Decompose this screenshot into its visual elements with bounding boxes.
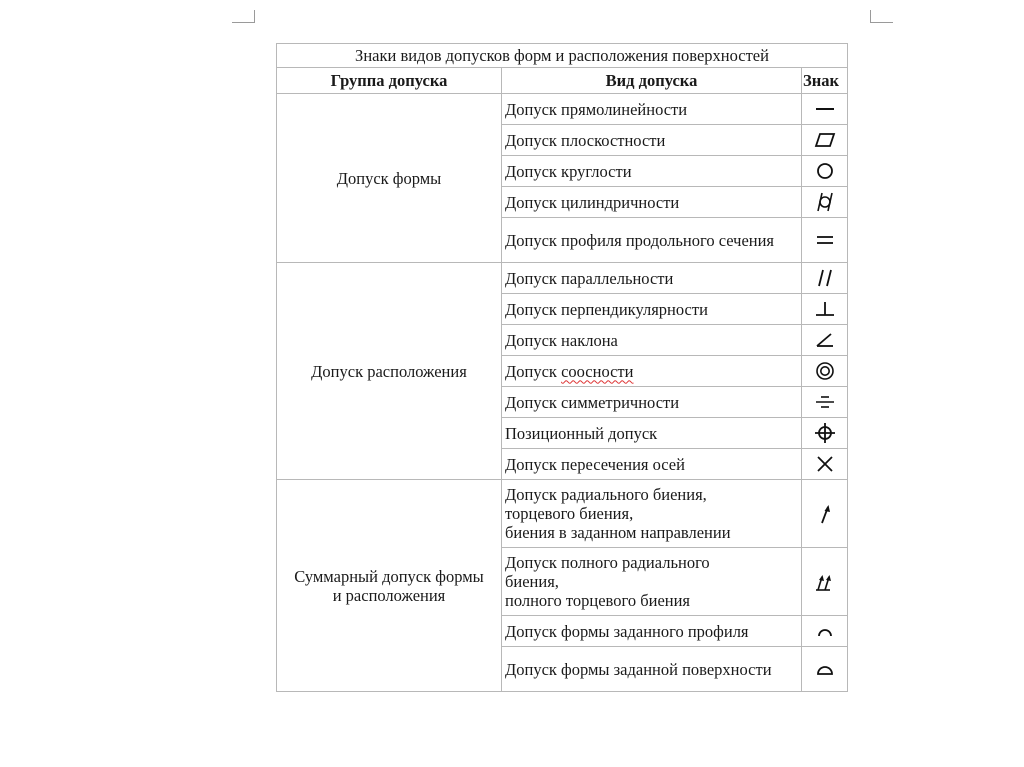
- table-row: [277, 263, 848, 294]
- kind-line: Допуск радиального биения,: [505, 485, 707, 504]
- group-combined: [277, 480, 502, 692]
- axis-intersection-icon: [802, 449, 848, 480]
- spellcheck-marked-word: соосности: [561, 361, 634, 381]
- header-group: Группа допуска: [277, 68, 502, 94]
- cylindricity-icon: [802, 187, 848, 218]
- kind-cell: Допуск профиля продольного сечения: [502, 218, 802, 263]
- kind-cell: Допуск круглости: [502, 156, 802, 187]
- kind-cell: Допуск прямолинейности: [502, 94, 802, 125]
- kind-cell: Допуск формы заданной поверхности: [502, 647, 802, 692]
- kind-line: биения,: [505, 572, 559, 591]
- flatness-icon: [802, 125, 848, 156]
- kind-cell: [502, 356, 802, 387]
- runout-icon: [802, 480, 848, 548]
- kind-cell: Позиционный допуск: [502, 418, 802, 449]
- kind-line: торцевого биения,: [505, 504, 634, 523]
- symmetry-icon: [802, 387, 848, 418]
- kind-cell: Допуск наклона: [502, 325, 802, 356]
- position-icon: [802, 418, 848, 449]
- circularity-icon: [802, 156, 848, 187]
- table-row: [277, 94, 848, 125]
- page-corner-mark-left: [232, 10, 255, 23]
- kind-line: полного торцевого биения: [505, 591, 691, 610]
- kind-cell: Допуск параллельности: [502, 263, 802, 294]
- kind-line: Допуск полного радиального: [505, 553, 710, 572]
- tolerance-signs-table: [276, 43, 848, 692]
- parallelism-icon: [802, 263, 848, 294]
- angularity-icon: [802, 325, 848, 356]
- kind-cell: Допуск плоскостности: [502, 125, 802, 156]
- perpendicularity-icon: [802, 294, 848, 325]
- kind-line: биения в заданном направлении: [505, 523, 731, 542]
- table-row: [277, 480, 848, 548]
- kind-cell: Допуск перпендикулярности: [502, 294, 802, 325]
- header-kind: Вид допуска: [502, 68, 802, 94]
- kind-cell: Допуск пересечения осей: [502, 449, 802, 480]
- longitudinal-profile-icon: [802, 218, 848, 263]
- table-title: Знаки видов допусков форм и расположения поверхностей: [277, 44, 848, 68]
- profile-line-icon: [802, 616, 848, 647]
- profile-surface-icon: [802, 647, 848, 692]
- total-runout-icon: [802, 548, 848, 616]
- group-combined-name: Суммарный допуск формы и расположения: [294, 566, 484, 605]
- group-location: Допуск расположения: [277, 263, 502, 480]
- kind-cell: Допуск формы заданного профиля: [502, 616, 802, 647]
- coaxiality-icon: [802, 356, 848, 387]
- straightness-icon: [802, 94, 848, 125]
- kind-cell: Допуск цилиндричности: [502, 187, 802, 218]
- kind-prefix: Допуск: [505, 361, 562, 381]
- page-corner-mark-right: [870, 10, 893, 23]
- group-form: Допуск формы: [277, 94, 502, 263]
- kind-cell: [502, 548, 802, 616]
- kind-cell: Допуск симметричности: [502, 387, 802, 418]
- header-sign: Знак: [802, 68, 848, 94]
- kind-cell: [502, 480, 802, 548]
